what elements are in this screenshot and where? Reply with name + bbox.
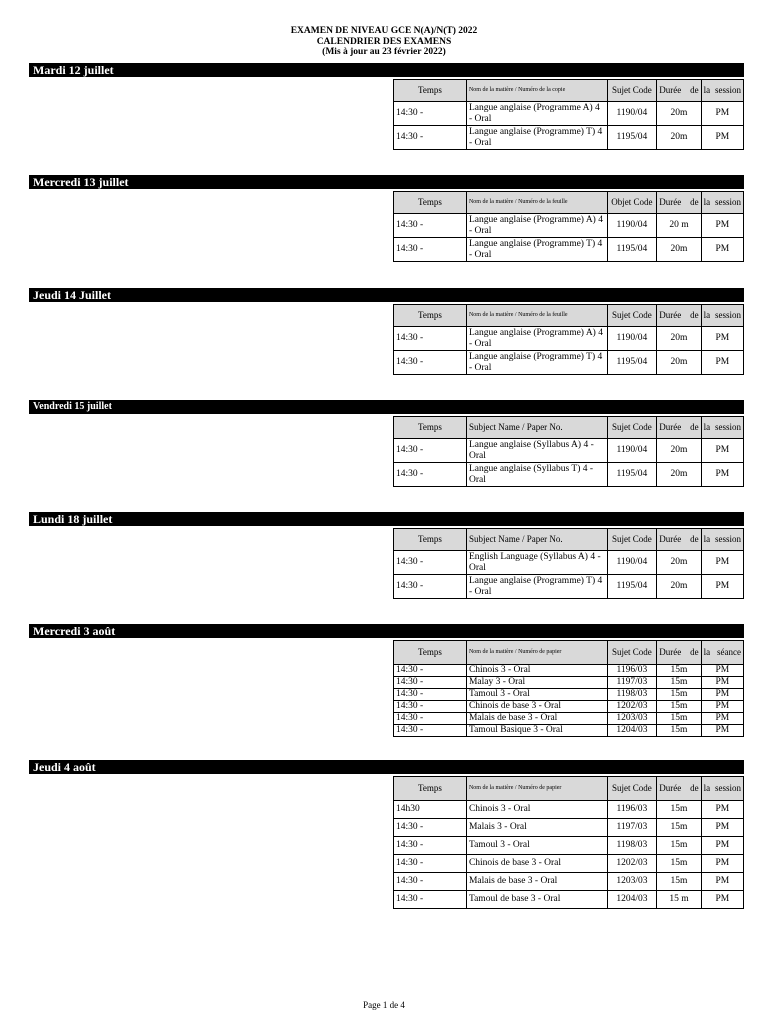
cell-session: PM (701, 463, 743, 487)
header-code: Sujet Code (607, 641, 657, 665)
cell-time: 14:30 - (394, 238, 467, 262)
day-section (29, 288, 744, 373)
cell-session: PM (701, 439, 743, 463)
table-row (394, 575, 744, 599)
table-row (394, 725, 744, 737)
calendar-title: CALENDRIER DES EXAMENS (316, 36, 452, 47)
cell-subject: Langue anglaise (Programme) T) 4 - Oral (466, 238, 607, 262)
cell-time: 14:30 - (394, 214, 467, 238)
cell-code: 1196/03 (607, 665, 657, 677)
cell-duration: 20m (657, 439, 701, 463)
cell-session: PM (701, 873, 743, 891)
cell-duration: 15m (657, 873, 701, 891)
cell-subject: Chinois de base 3 - Oral (466, 701, 607, 713)
header-time: Temps (394, 192, 467, 214)
cell-time: 14h30 (394, 801, 467, 819)
header-code: Sujet Code (607, 529, 657, 551)
cell-time: 14:30 - (394, 891, 467, 909)
cell-session: PM (701, 575, 743, 599)
cell-duration: 15m (657, 801, 701, 819)
header-subject: Subject Name / Paper No. (466, 529, 607, 551)
cell-subject: Malais de base 3 - Oral (466, 873, 607, 891)
schedule-table (393, 528, 744, 599)
table-header-row (394, 80, 744, 102)
cell-code: 1195/04 (607, 126, 657, 150)
cell-code: 1198/03 (607, 689, 657, 701)
header-time: Temps (394, 80, 467, 102)
cell-duration: 20m (657, 102, 701, 126)
table-row (394, 701, 744, 713)
document-header (0, 26, 768, 58)
table-row (394, 214, 744, 238)
cell-time: 14:30 - (394, 439, 467, 463)
table-row (394, 351, 744, 375)
cell-session: PM (701, 551, 743, 575)
header-session-word: session (714, 197, 741, 207)
table-row (394, 891, 744, 909)
schedule-table (393, 191, 744, 262)
cell-time: 14:30 - (394, 873, 467, 891)
table-row (394, 677, 744, 689)
cell-subject: Langue anglaise (Programme) A) 4 - Oral (466, 327, 607, 351)
header-duration-word: Durée (659, 85, 682, 95)
cell-duration: 15m (657, 701, 701, 713)
cell-time: 14:30 - (394, 689, 467, 701)
header-subject: Nom de la matière / Numéro de papier (466, 641, 607, 665)
cell-time: 14:30 - (394, 855, 467, 873)
cell-code: 1190/04 (607, 214, 657, 238)
day-title: Mercredi 13 juillet (29, 175, 744, 189)
header-subject: Nom de la matière / Numéro de la feuille (466, 305, 607, 327)
header-session-la: la (703, 534, 711, 544)
cell-time: 14:30 - (394, 575, 467, 599)
cell-time: 14:30 - (394, 327, 467, 351)
day-section (29, 512, 744, 597)
header-subject: Subject Name / Paper No. (466, 417, 607, 439)
cell-session: PM (701, 351, 743, 375)
header-duration-word: Durée (659, 647, 682, 657)
header-duration (657, 417, 701, 439)
header-subject: Nom de la matière / Numéro de la feuille (466, 192, 607, 214)
day-section (29, 760, 744, 904)
cell-session: PM (701, 665, 743, 677)
cell-time: 14:30 - (394, 837, 467, 855)
day-title: Jeudi 4 août (29, 760, 744, 774)
table-row (394, 327, 744, 351)
cell-subject: Chinois de base 3 - Oral (466, 855, 607, 873)
table-row (394, 238, 744, 262)
cell-time: 14:30 - (394, 665, 467, 677)
cell-code: 1195/04 (607, 463, 657, 487)
cell-code: 1195/04 (607, 351, 657, 375)
cell-duration: 20m (657, 327, 701, 351)
table-row (394, 855, 744, 873)
header-duration-de: de (690, 197, 699, 207)
header-session-word: session (714, 85, 741, 95)
header-duration-word: Durée (659, 534, 682, 544)
cell-subject: Langue anglaise (Syllabus A) 4 - Oral (466, 439, 607, 463)
header-duration-word: Durée (659, 422, 682, 432)
cell-code: 1197/03 (607, 677, 657, 689)
cell-subject: Langue anglaise (Programme) T) 4 - Oral (466, 126, 607, 150)
cell-code: 1204/03 (607, 725, 657, 737)
cell-duration: 15m (657, 855, 701, 873)
cell-code: 1203/03 (607, 713, 657, 725)
header-time: Temps (394, 417, 467, 439)
table-row (394, 665, 744, 677)
table-header-row (394, 305, 744, 327)
cell-time: 14:30 - (394, 351, 467, 375)
cell-subject: Chinois 3 - Oral (466, 665, 607, 677)
table-header-row (394, 192, 744, 214)
cell-duration: 20m (657, 351, 701, 375)
cell-session: PM (701, 102, 743, 126)
cell-code: 1195/04 (607, 575, 657, 599)
cell-time: 14:30 - (394, 713, 467, 725)
header-session (701, 80, 743, 102)
table-row (394, 102, 744, 126)
cell-code: 1203/03 (607, 873, 657, 891)
cell-duration: 15m (657, 677, 701, 689)
schedule-table (393, 79, 744, 150)
table-row (394, 439, 744, 463)
table-row (394, 837, 744, 855)
header-duration (657, 641, 701, 665)
cell-duration: 20m (657, 126, 701, 150)
cell-session: PM (701, 701, 743, 713)
header-duration-de: de (690, 647, 699, 657)
cell-time: 14:30 - (394, 102, 467, 126)
header-duration-de: de (690, 85, 699, 95)
header-duration-word: Durée (659, 310, 682, 320)
cell-code: 1190/04 (607, 439, 657, 463)
header-subject: Nom de la matière / Numéro de la copie (466, 80, 607, 102)
cell-code: 1204/03 (607, 891, 657, 909)
day-section (29, 400, 744, 485)
cell-session: PM (701, 713, 743, 725)
cell-duration: 20 m (657, 214, 701, 238)
header-session-la: la (703, 197, 711, 207)
cell-duration: 15m (657, 725, 701, 737)
table-row (394, 126, 744, 150)
header-session (701, 417, 743, 439)
cell-time: 14:30 - (394, 463, 467, 487)
day-section (29, 175, 744, 260)
header-session-word: session (714, 534, 741, 544)
header-session-la: la (703, 310, 711, 320)
cell-time: 14:30 - (394, 551, 467, 575)
header-session-word: session (714, 422, 741, 432)
cell-duration: 15m (657, 837, 701, 855)
schedule-table (393, 416, 744, 487)
header-duration-word: Durée (659, 783, 682, 793)
table-row (394, 689, 744, 701)
cell-duration: 15m (657, 713, 701, 725)
cell-duration: 15m (657, 819, 701, 837)
cell-session: PM (701, 801, 743, 819)
header-code: Objet Code (607, 192, 657, 214)
header-session (701, 641, 743, 665)
header-subject: Nom de la matière / Numéro de papier (466, 777, 607, 801)
table-row (394, 801, 744, 819)
header-duration (657, 777, 701, 801)
header-duration-de: de (690, 534, 699, 544)
header-time: Temps (394, 777, 467, 801)
cell-subject: Tamoul Basique 3 - Oral (466, 725, 607, 737)
header-time: Temps (394, 529, 467, 551)
day-title: Mercredi 3 août (29, 624, 744, 638)
cell-session: PM (701, 677, 743, 689)
cell-time: 14:30 - (394, 725, 467, 737)
header-session (701, 192, 743, 214)
cell-subject: Langue anglaise (Syllabus T) 4 - Oral (466, 463, 607, 487)
header-duration (657, 192, 701, 214)
cell-code: 1197/03 (607, 819, 657, 837)
header-duration-de: de (690, 310, 699, 320)
cell-duration: 15 m (657, 891, 701, 909)
cell-session: PM (701, 126, 743, 150)
header-session (701, 529, 743, 551)
table-header-row (394, 641, 744, 665)
table-row (394, 873, 744, 891)
cell-subject: Malais de base 3 - Oral (466, 713, 607, 725)
cell-subject: Langue anglaise (Programme A) 4 - Oral (466, 102, 607, 126)
cell-session: PM (701, 891, 743, 909)
cell-session: PM (701, 837, 743, 855)
header-session-la: la (703, 783, 711, 793)
table-row (394, 819, 744, 837)
header-duration (657, 80, 701, 102)
header-code: Sujet Code (607, 80, 657, 102)
header-session-la: la (703, 422, 711, 432)
header-session (701, 305, 743, 327)
header-duration-de: de (690, 422, 699, 432)
cell-session: PM (701, 238, 743, 262)
day-title: Mardi 12 juillet (29, 63, 744, 77)
header-code: Sujet Code (607, 777, 657, 801)
cell-time: 14:30 - (394, 677, 467, 689)
cell-session: PM (701, 725, 743, 737)
cell-subject: Langue anglaise (Programme) A) 4 - Oral (466, 214, 607, 238)
table-row (394, 713, 744, 725)
cell-subject: Tamoul de base 3 - Oral (466, 891, 607, 909)
cell-time: 14:30 - (394, 126, 467, 150)
cell-session: PM (701, 689, 743, 701)
cell-subject: Chinois 3 - Oral (466, 801, 607, 819)
header-time: Temps (394, 305, 467, 327)
cell-code: 1196/03 (607, 801, 657, 819)
header-duration (657, 305, 701, 327)
update-note: (Mis à jour au 23 février 2022) (322, 47, 446, 57)
cell-subject: Malay 3 - Oral (466, 677, 607, 689)
table-row (394, 551, 744, 575)
day-title: Vendredi 15 juillet (29, 400, 744, 414)
schedule-table (393, 304, 744, 375)
cell-duration: 20m (657, 238, 701, 262)
day-title: Lundi 18 juillet (29, 512, 744, 526)
day-section (29, 63, 744, 148)
cell-session: PM (701, 327, 743, 351)
cell-duration: 20m (657, 463, 701, 487)
header-session-word: session (714, 310, 741, 320)
cell-duration: 15m (657, 689, 701, 701)
cell-duration: 20m (657, 551, 701, 575)
cell-duration: 20m (657, 575, 701, 599)
day-title: Jeudi 14 Juillet (29, 288, 744, 302)
table-header-row (394, 777, 744, 801)
cell-time: 14:30 - (394, 819, 467, 837)
cell-subject: English Language (Syllabus A) 4 - Oral (466, 551, 607, 575)
schedule-table (393, 640, 744, 737)
schedule-table (393, 776, 744, 909)
header-session-la: la (703, 647, 711, 657)
cell-code: 1190/04 (607, 327, 657, 351)
table-header-row (394, 417, 744, 439)
exam-title: EXAMEN DE NIVEAU GCE N(A)/N(T) 2022 (290, 26, 478, 36)
header-time: Temps (394, 641, 467, 665)
cell-code: 1202/03 (607, 855, 657, 873)
cell-code: 1202/03 (607, 701, 657, 713)
header-session-word: séance (717, 647, 741, 657)
header-duration-word: Durée (659, 197, 682, 207)
cell-subject: Langue anglaise (Programme) T) 4 - Oral (466, 351, 607, 375)
page-number: Page 1 de 4 (363, 1000, 405, 1010)
table-header-row (394, 529, 744, 551)
cell-code: 1190/04 (607, 551, 657, 575)
cell-subject: Tamoul 3 - Oral (466, 689, 607, 701)
cell-code: 1195/04 (607, 238, 657, 262)
header-duration-de: de (690, 783, 699, 793)
header-code: Sujet Code (607, 417, 657, 439)
cell-subject: Langue anglaise (Programme) T) 4 - Oral (466, 575, 607, 599)
cell-session: PM (701, 819, 743, 837)
header-session (701, 777, 743, 801)
cell-code: 1198/03 (607, 837, 657, 855)
cell-duration: 15m (657, 665, 701, 677)
header-session-word: session (714, 783, 741, 793)
cell-subject: Tamoul 3 - Oral (466, 837, 607, 855)
cell-session: PM (701, 214, 743, 238)
table-row (394, 463, 744, 487)
cell-subject: Malais 3 - Oral (466, 819, 607, 837)
cell-time: 14:30 - (394, 701, 467, 713)
cell-code: 1190/04 (607, 102, 657, 126)
header-code: Sujet Code (607, 305, 657, 327)
header-session-la: la (703, 85, 711, 95)
day-section (29, 624, 744, 735)
cell-session: PM (701, 855, 743, 873)
header-duration (657, 529, 701, 551)
